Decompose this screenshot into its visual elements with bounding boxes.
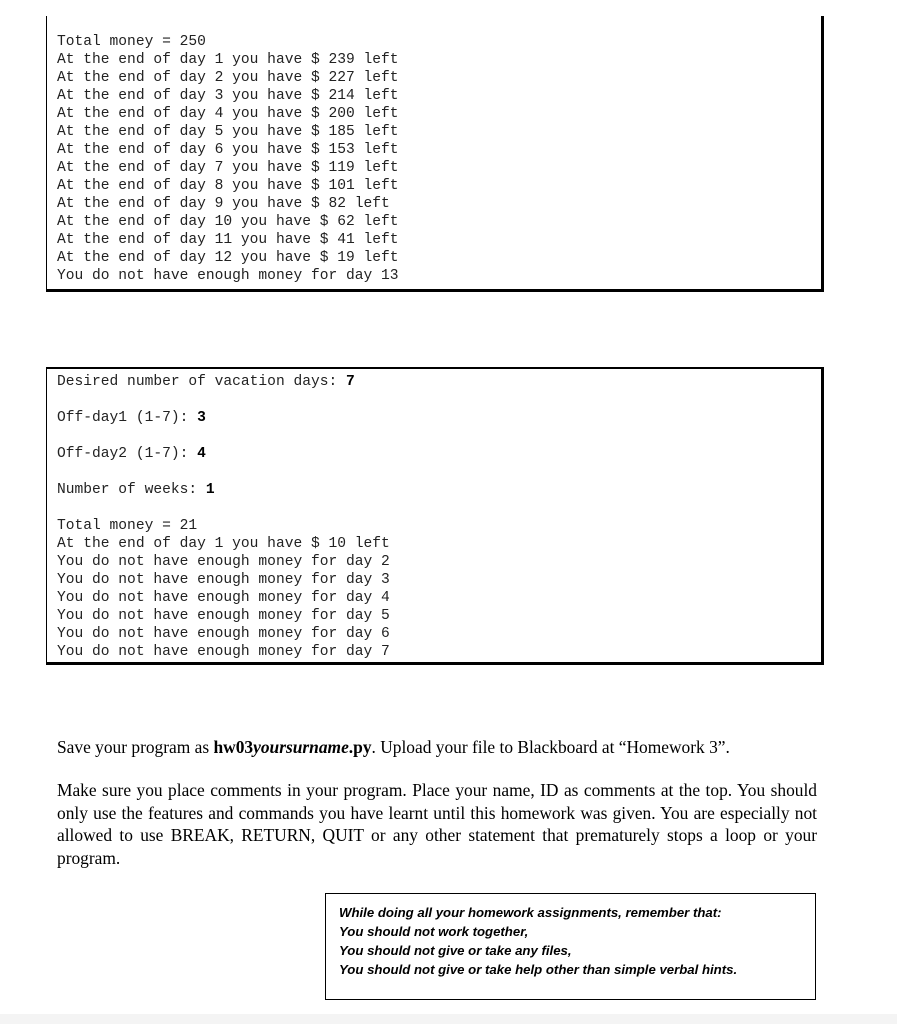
- prompt-input-value: 3: [197, 410, 206, 426]
- filename-surname: yoursurname: [253, 737, 349, 757]
- output-line: At the end of day 12 you have $ 19 left: [57, 250, 399, 266]
- output-line: You do not have enough money for day 2: [57, 554, 390, 570]
- prompt-line: [57, 481, 821, 499]
- output-line: At the end of day 9 you have $ 82 left: [57, 196, 390, 212]
- output-line: You do not have enough money for day 6: [57, 626, 390, 642]
- notice-line: You should not work together,: [339, 924, 529, 939]
- output-line: You do not have enough money for day 3: [57, 572, 390, 588]
- output-line: You do not have enough money for day 5: [57, 608, 390, 624]
- prompt-input-value: 4: [197, 446, 206, 462]
- output-line: At the end of day 4 you have $ 200 left: [57, 106, 399, 122]
- notice-line: You should not give or take help other than simple verbal hints.: [339, 962, 738, 977]
- output-line: Total money = 21: [57, 518, 198, 534]
- prompt-line: [57, 445, 821, 463]
- output-line: Total money = 250: [57, 34, 206, 50]
- prompt-line: [57, 373, 821, 391]
- output-line: At the end of day 11 you have $ 41 left: [57, 232, 399, 248]
- save-prefix: Save your program as: [57, 737, 214, 757]
- output-line: At the end of day 10 you have $ 62 left: [57, 214, 399, 230]
- prompt-label: Number of weeks:: [57, 482, 206, 498]
- save-suffix: . Upload your file to Blackboard at “Homework 3”.: [371, 737, 730, 757]
- notice-line: While doing all your homework assignments, remember that:: [339, 905, 722, 920]
- output-line: At the end of day 6 you have $ 153 left: [57, 142, 399, 158]
- sample-output-1: [46, 16, 824, 292]
- comments-instructions: Make sure you place comments in your program. Place your name, ID as comments at the top. You should only use the features and commands you have learnt until this homework was given. You are especially not allowed to use BREAK, RETURN, QUIT or any other statement that prematurely stops a loop or your program.: [57, 780, 817, 868]
- prompt-input-value: 7: [346, 374, 355, 390]
- academic-honesty-notice: [325, 893, 816, 1000]
- prompt-label: Off-day2 (1-7):: [57, 446, 198, 462]
- output-line: You do not have enough money for day 13: [57, 268, 399, 284]
- filename-part: hw03: [213, 737, 254, 757]
- prompt-input-value: 1: [205, 482, 215, 498]
- filename-extension: .py: [348, 737, 372, 757]
- notice-line: You should not give or take any files,: [339, 943, 572, 958]
- output-line: At the end of day 1 you have $ 10 left: [57, 536, 390, 552]
- output-line: You do not have enough money for day 4: [57, 590, 390, 606]
- output-line: At the end of day 3 you have $ 214 left: [57, 88, 399, 104]
- output-line: At the end of day 1 you have $ 239 left: [57, 52, 399, 68]
- sample-output-2: [46, 367, 824, 665]
- prompt-label: Off-day1 (1-7):: [57, 410, 198, 426]
- output-line: At the end of day 8 you have $ 101 left: [57, 178, 399, 194]
- save-instructions: [57, 736, 817, 759]
- output-line: At the end of day 7 you have $ 119 left: [57, 160, 399, 176]
- output-line: At the end of day 5 you have $ 185 left: [57, 124, 399, 140]
- output-line: You do not have enough money for day 7: [57, 644, 390, 660]
- prompt-label: Desired number of vacation days:: [57, 374, 347, 390]
- prompt-line: [57, 409, 821, 427]
- page-bottom-edge: [0, 1014, 897, 1024]
- output-line: At the end of day 2 you have $ 227 left: [57, 70, 399, 86]
